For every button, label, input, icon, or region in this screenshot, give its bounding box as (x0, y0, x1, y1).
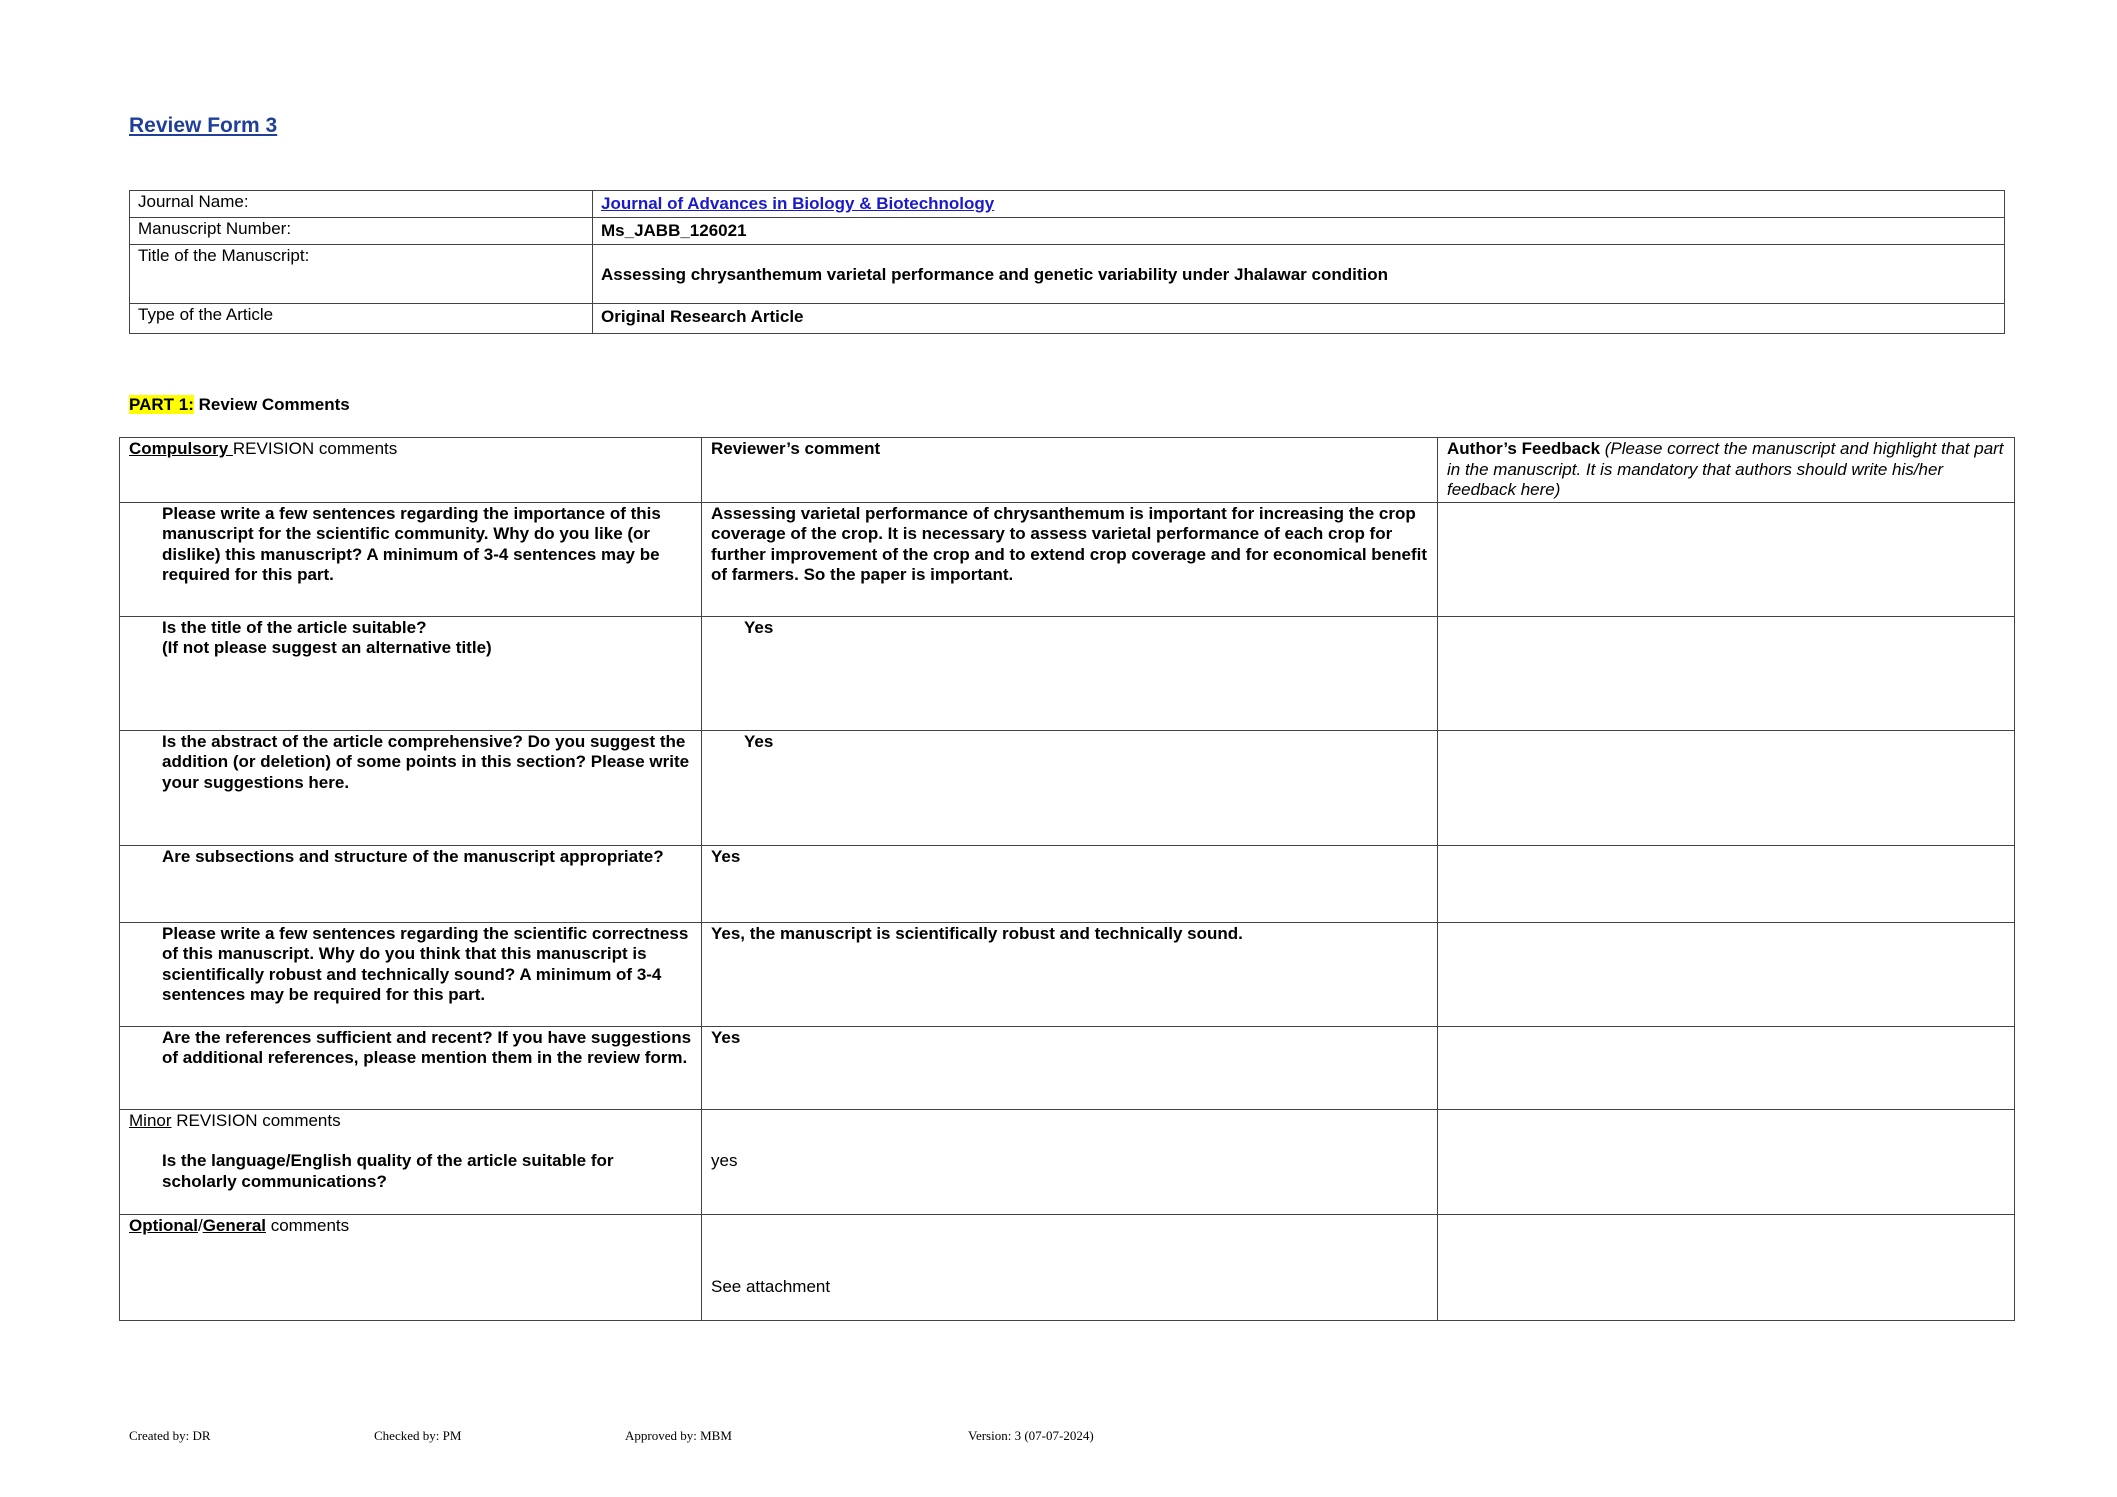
reviewer-comment: Yes (702, 1026, 1438, 1109)
question: Is the abstract of the article comprehensive? Do you suggest the addition (or deletion) of some points in this section? Please write your suggestions here. (162, 731, 690, 792)
part1-label: Review Comments (193, 395, 350, 414)
question: Please write a few sentences regarding the importance of this manuscript for the scientific community. Why do you like (or dislike) this manuscript? A minimum of 3-4 sentences may be required for this part. (162, 503, 661, 584)
footer-approved: Approved by: MBM (625, 1428, 732, 1443)
reviewer-comment: See attachment (702, 1214, 1438, 1320)
compulsory-label: Compulsory (129, 439, 233, 458)
reviewer-comment: Yes (702, 845, 1438, 922)
ms-value: Ms_JABB_126021 (593, 218, 2005, 245)
type-value: Original Research Article (593, 304, 2005, 334)
reviewer-comment: Assessing varietal performance of chrysanthemum is important for increasing the crop coverage of the crop. It is necessary to assess varietal performance of each crop for further improvement of the crop and to extend crop coverage and for economical benefit of farmers. So the paper is important. (702, 502, 1438, 616)
author-feedback-cell[interactable] (1438, 1109, 2015, 1214)
sep: / (197, 1215, 203, 1235)
revision-label: REVISION comments (232, 439, 398, 458)
part1-heading (129, 395, 350, 415)
reviewer-comment: yes (702, 1109, 1438, 1214)
general-label: General (202, 1215, 266, 1235)
author-feedback-cell[interactable] (1438, 1214, 2015, 1320)
author-header (1438, 438, 2015, 503)
ms-label: Manuscript Number: (130, 218, 593, 245)
question: Please write a few sentences regarding the scientific correctness of this manuscript. Why do you think that this manuscript is scientifically robust and technically sound? A minimum of 3-4 sentences may be required for this part. (162, 923, 689, 1004)
minor-label: Minor (129, 1110, 172, 1130)
minor-section (120, 1109, 702, 1214)
optional-label: Optional (129, 1215, 198, 1235)
comments-label: comments (266, 1215, 350, 1235)
author-note: (Please correct the manuscript and highlight that part in the manuscript. It is mandatory that authors should write his/her feedback here) (1447, 439, 2004, 499)
minor-revision-label: REVISION comments (171, 1110, 341, 1130)
form-title[interactable]: Review Form 3 (129, 114, 278, 137)
author-feedback-cell[interactable] (1438, 922, 2015, 1026)
reviewer-comment: Yes (702, 730, 1438, 845)
part1-tag: PART 1: (129, 395, 194, 414)
journal-link[interactable]: Journal of Advances in Biology & Biotechnology (601, 194, 995, 213)
footer-checked: Checked by: PM (374, 1428, 462, 1443)
author-feedback-cell[interactable] (1438, 1026, 2015, 1109)
type-label: Type of the Article (130, 304, 593, 334)
question: Is the title of the article suitable? (If not please suggest an alternative title) (162, 617, 492, 657)
author-feedback-cell[interactable] (1438, 730, 2015, 845)
manuscript-info-table (129, 190, 2005, 334)
question: Are subsections and structure of the manuscript appropriate? (162, 846, 664, 866)
question: Are the references sufficient and recent? If you have suggestions of additional references, please mention them in the review form. (162, 1027, 692, 1067)
reviewer-comment: Yes (702, 616, 1438, 730)
reviewer-comment: Yes, the manuscript is scientifically robust and technically sound. (702, 922, 1438, 1026)
reviewer-header: Reviewer’s comment (702, 438, 1438, 503)
author-feedback-cell[interactable] (1438, 502, 2015, 616)
footer-created: Created by: DR (129, 1428, 211, 1443)
review-table (119, 437, 2015, 1321)
author-label: Author’s Feedback (1447, 439, 1605, 458)
optional-section (120, 1214, 702, 1320)
author-feedback-cell[interactable] (1438, 616, 2015, 730)
journal-label: Journal Name: (130, 191, 593, 218)
question: Is the language/English quality of the article suitable for scholarly communications? (162, 1151, 614, 1191)
title-value: Assessing chrysanthemum varietal performance and genetic variability under Jhalawar condition (593, 245, 2005, 304)
title-label: Title of the Manuscript: (130, 245, 593, 304)
author-feedback-cell[interactable] (1438, 845, 2015, 922)
compulsory-header (120, 438, 702, 503)
footer-version: Version: 3 (07-07-2024) (968, 1428, 1094, 1443)
